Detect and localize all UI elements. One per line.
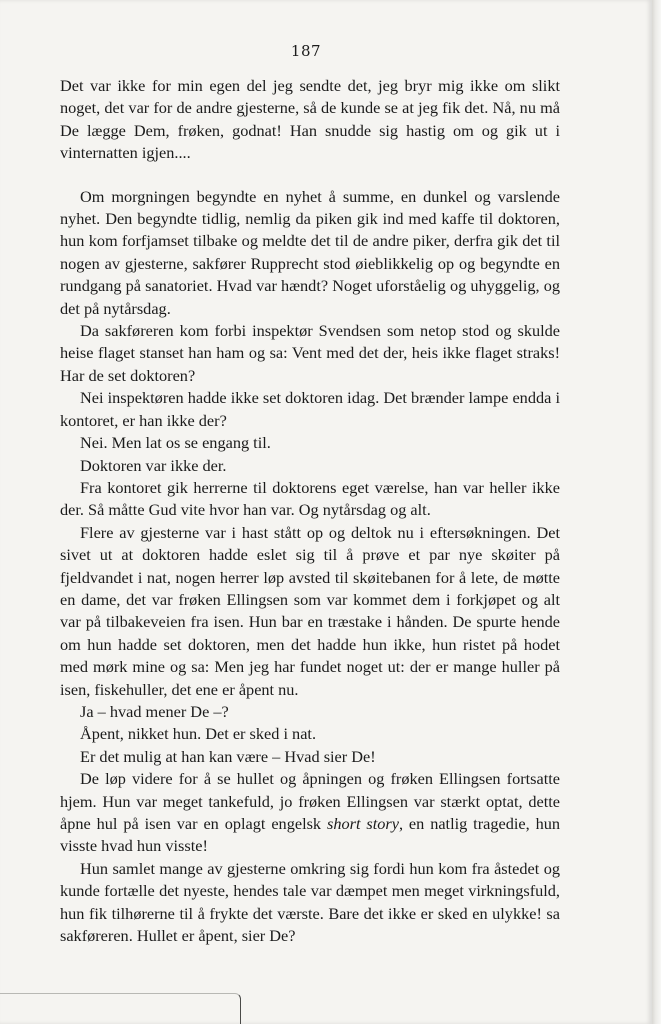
paragraph-13: Hun samlet mange av gjesterne omkring sig fordi hun kom fra åstedet og kunde fortælle det nyeste, hendes tale var dæmpet men meget virkningsfuld, hun fik tilhørerne til å frykte det værste. Bare det ikke er sked en ulykke! sa sakføreren. Hullet er åpent, sier De?	[60, 858, 560, 946]
paragraph-12-end: , en natlig tragedie, hun visste hvad hun visste!	[60, 814, 561, 856]
paragraph-3: Da sakføreren kom forbi inspektør Svendsen som netop stod og skulde heise flaget stanset han ham og sa: Vent med det der, heis ikke flaget straks! Har de set doktoren?	[60, 321, 560, 385]
paragraph-5: Nei. Men lat os se engang til.	[80, 433, 271, 453]
paragraph-4: Nei inspektøren hadde ikke set doktoren idag. Det brænder lampe endda i kontoret, er han ikke der?	[60, 388, 560, 430]
paragraph-9: Ja – hvad mener De –?	[80, 701, 229, 721]
paragraph-11: Er det mulig at han kan være – Hvad sier De!	[80, 746, 376, 766]
paragraph-7: Fra kontoret gik herrerne til doktorens eget værelse, han var heller ikke der. Så måtte Gud vite hvor han var. Og nytårsdag og alt.	[60, 477, 560, 520]
paragraph-6: Doktoren var ikke der.	[80, 455, 227, 475]
paragraph-1: Det var ikke for min egen del jeg sendte det, jeg bryr mig ikke om slikt noget, det var for de andre gjesterne, så de kunde se at jeg fik det. Nå, nu må De lægge Dem, frøken, godnat! Han snudde sig hastig om og gik ut i vinternatten igjen....	[60, 76, 560, 163]
italic-phrase: short story	[326, 814, 399, 833]
paragraph-2: Om morgningen begyndte en nyhet å summe, en dunkel og varslende nyhet. Den begyndte tidlig, nemlig da piken gik ind med kaffe til doktoren, hun kom forfjamset tilbake og meldte det til de andre piker, derfra gik det til nogen av gjesterne, sakfører Rupprecht stod øieblikkelig op og begyndte en rundgang på sanatoriet. Hvad var hændt? Noget uforståelig og uhyggelig, og det på nytårsdag.	[60, 186, 560, 318]
paragraph-12-start: De løp videre for å se hullet og åpningen og frøken Ellingsen fortsatte hjem. Hun var meget tankefuld, jo frøken Ellingsen var stærkt optat, dette åpne hul på isen var en oplagt engelsk	[60, 769, 560, 833]
paragraph-8: Flere av gjesterne var i hast stått op og deltok nu i eftersøkningen. Det sivet ut at doktoren hadde eslet sig til å prøve et par nye skøiter på fjeldvandet i nat, nogen herrer løp avsted til skøitebanen for å lete, de møtte en dame, det var frøken Ellingsen som var kommet dem i forkjøpet og alt var på tilbakeveien fra isen. Hun bar en træstake i hånden. De spurte hende om hun hadde set doktoren, men det hadde hun ikke, hun ristet på hodet med mørk mine og sa: Men jeg har fundet noget ut: der er mange huller på isen, fiskehuller, det ene er åpent nu.	[60, 522, 560, 699]
page-number: 187	[290, 42, 322, 60]
scan-bottom-mark	[0, 993, 241, 1024]
paragraph-12	[60, 768, 560, 858]
body-text	[60, 75, 560, 947]
paragraph-10: Åpent, nikket hun. Det er sked i nat.	[80, 724, 317, 744]
page-edge	[652, 0, 661, 1024]
